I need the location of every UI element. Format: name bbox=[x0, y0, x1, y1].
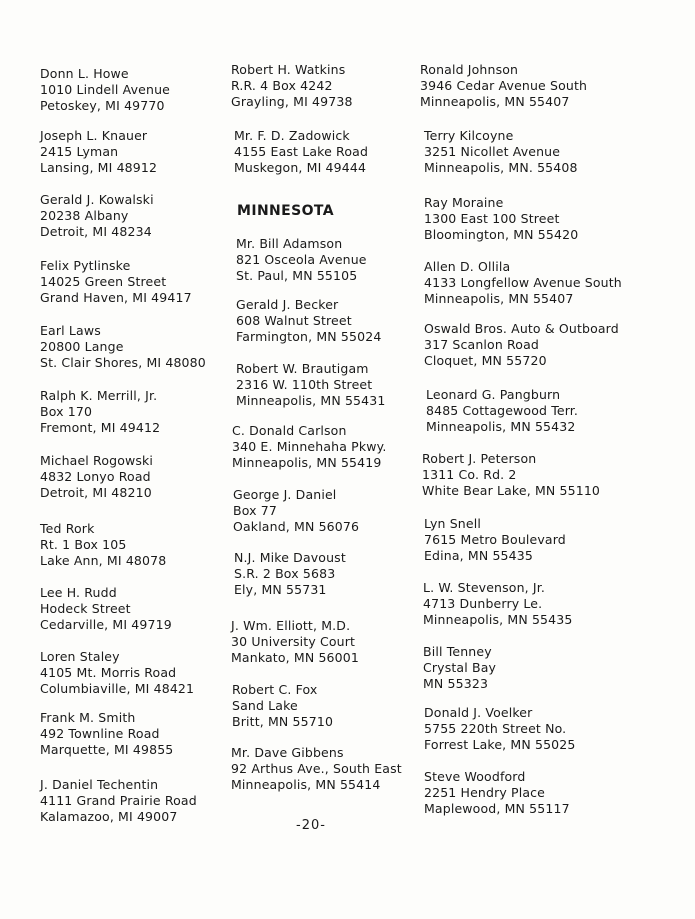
entry-city: Lansing, MI 48912 bbox=[40, 160, 158, 175]
entry-name: Michael Rogowski bbox=[40, 453, 154, 468]
entry-name: Earl Laws bbox=[40, 323, 101, 338]
list-item bbox=[424, 195, 578, 243]
entry-address: Sand Lake bbox=[232, 698, 298, 713]
entry-address: 821 Osceola Avenue bbox=[236, 252, 367, 267]
entry-city: Minneapolis, MN 55414 bbox=[231, 777, 381, 792]
entry-name: Gerald J. Becker bbox=[236, 297, 339, 312]
entry-address: Box 77 bbox=[233, 503, 278, 518]
entry-city: Minneapolis, MN 55435 bbox=[423, 612, 573, 627]
list-item bbox=[40, 585, 172, 633]
entry-city: Columbiaville, MI 48421 bbox=[40, 681, 195, 696]
entry-address: Hodeck Street bbox=[40, 601, 131, 616]
list-item bbox=[40, 192, 154, 240]
list-item bbox=[424, 321, 619, 369]
entry-city: Minneapolis, MN 55419 bbox=[232, 455, 382, 470]
entry-name: Lee H. Rudd bbox=[40, 585, 117, 600]
list-item bbox=[234, 550, 346, 598]
list-item bbox=[426, 387, 578, 435]
list-item bbox=[424, 705, 575, 753]
entry-name: Terry Kilcoyne bbox=[424, 128, 514, 143]
entry-name: Robert H. Watkins bbox=[231, 62, 346, 77]
entry-city: Maplewood, MN 55117 bbox=[424, 801, 570, 816]
list-item bbox=[40, 388, 160, 436]
entry-city: Minneapolis, MN 55431 bbox=[236, 393, 386, 408]
list-item bbox=[40, 66, 170, 114]
entry-name: Joseph L. Knauer bbox=[40, 128, 148, 143]
list-item bbox=[424, 769, 570, 817]
entry-address: 2251 Hendry Place bbox=[424, 785, 546, 800]
entry-address: 608 Walnut Street bbox=[236, 313, 352, 328]
entry-name: J. Wm. Elliott, M.D. bbox=[231, 618, 351, 633]
entry-address: 3251 Nicollet Avenue bbox=[424, 144, 561, 159]
list-item bbox=[236, 236, 367, 284]
entry-city: Forrest Lake, MN 55025 bbox=[424, 737, 576, 752]
list-item bbox=[423, 644, 496, 692]
list-item bbox=[424, 259, 622, 307]
entry-city: Minneapolis, MN 55407 bbox=[420, 94, 570, 109]
entry-address: 4155 East Lake Road bbox=[234, 144, 369, 159]
entry-address: 317 Scanlon Road bbox=[424, 337, 540, 352]
list-item bbox=[40, 128, 157, 176]
entry-address: Rt. 1 Box 105 bbox=[40, 537, 127, 552]
entry-name: Bill Tenney bbox=[423, 644, 492, 659]
list-item bbox=[233, 487, 359, 535]
entry-city: White Bear Lake, MN 55110 bbox=[422, 483, 601, 498]
entry-city: St. Paul, MN 55105 bbox=[236, 268, 358, 283]
entry-address: 30 University Court bbox=[231, 634, 356, 649]
list-item bbox=[234, 128, 368, 176]
list-item bbox=[232, 423, 387, 471]
entry-address: 20800 Lange bbox=[40, 339, 124, 354]
entry-name: Oswald Bros. Auto & Outboard bbox=[424, 321, 619, 336]
entry-address: 14025 Green Street bbox=[40, 274, 167, 289]
entry-address: 492 Townline Road bbox=[40, 726, 160, 741]
entry-address: 340 E. Minnehaha Pkwy. bbox=[232, 439, 387, 454]
entry-city: Detroit, MI 48234 bbox=[40, 224, 152, 239]
entry-name: Robert C. Fox bbox=[232, 682, 318, 697]
entry-address: S.R. 2 Box 5683 bbox=[234, 566, 336, 581]
list-item bbox=[40, 649, 194, 697]
list-item bbox=[236, 361, 385, 409]
entry-city: Lake Ann, MI 48078 bbox=[40, 553, 167, 568]
list-item bbox=[232, 682, 333, 730]
list-item bbox=[231, 745, 402, 793]
list-item bbox=[424, 128, 578, 176]
entry-city: Cloquet, MN 55720 bbox=[424, 353, 547, 368]
entry-address: 4832 Lonyo Road bbox=[40, 469, 151, 484]
list-item bbox=[40, 777, 197, 825]
entry-city: Mankato, MN 56001 bbox=[231, 650, 359, 665]
entry-address: 5755 220th Street No. bbox=[424, 721, 567, 736]
entry-city: Cedarville, MI 49719 bbox=[40, 617, 172, 632]
entry-address: Crystal Bay bbox=[423, 660, 497, 675]
entry-city: Muskegon, MI 49444 bbox=[234, 160, 367, 175]
entry-address: 4111 Grand Prairie Road bbox=[40, 793, 197, 808]
entry-city: Kalamazoo, MI 49007 bbox=[40, 809, 178, 824]
list-item bbox=[231, 62, 353, 110]
entry-city: Edina, MN 55435 bbox=[424, 548, 533, 563]
entry-city: Minneapolis, MN. 55408 bbox=[424, 160, 578, 175]
entry-city: MN 55323 bbox=[423, 676, 489, 691]
entry-address: 20238 Albany bbox=[40, 208, 129, 223]
entry-name: Leonard G. Pangburn bbox=[426, 387, 561, 402]
entry-address: 2415 Lyman bbox=[40, 144, 119, 159]
entry-city: St. Clair Shores, MI 48080 bbox=[40, 355, 206, 370]
entry-address: 4713 Dunberry Le. bbox=[423, 596, 543, 611]
entry-city: Bloomington, MN 55420 bbox=[424, 227, 579, 242]
entry-city: Farmington, MN 55024 bbox=[236, 329, 382, 344]
entry-name: Mr. Dave Gibbens bbox=[231, 745, 344, 760]
entry-name: Loren Staley bbox=[40, 649, 120, 664]
list-item bbox=[40, 710, 173, 758]
list-item bbox=[40, 453, 153, 501]
entry-address: 1311 Co. Rd. 2 bbox=[422, 467, 517, 482]
entry-city: Grayling, MI 49738 bbox=[231, 94, 353, 109]
state-heading: MINNESOTA bbox=[237, 203, 335, 219]
list-item bbox=[40, 521, 166, 569]
entry-address: 3946 Cedar Avenue South bbox=[420, 78, 588, 93]
entry-name: Felix Pytlinske bbox=[40, 258, 131, 273]
entry-name: Mr. F. D. Zadowick bbox=[234, 128, 350, 143]
list-item bbox=[424, 516, 566, 564]
entry-city: Ely, MN 55731 bbox=[234, 582, 327, 597]
entry-address: 92 Arthus Ave., South East bbox=[231, 761, 402, 776]
entry-name: Steve Woodford bbox=[424, 769, 526, 784]
entry-address: 4105 Mt. Morris Road bbox=[40, 665, 177, 680]
entry-name: Frank M. Smith bbox=[40, 710, 136, 725]
entry-name: Gerald J. Kowalski bbox=[40, 192, 154, 207]
list-item bbox=[420, 62, 587, 110]
entry-name: Ronald Johnson bbox=[420, 62, 519, 77]
entry-name: Donn L. Howe bbox=[40, 66, 129, 81]
entry-name: Donald J. Voelker bbox=[424, 705, 533, 720]
list-item bbox=[423, 580, 572, 628]
entry-name: Robert J. Peterson bbox=[422, 451, 537, 466]
entry-name: Lyn Snell bbox=[424, 516, 481, 531]
entry-name: Mr. Bill Adamson bbox=[236, 236, 343, 251]
entry-name: N.J. Mike Davoust bbox=[234, 550, 346, 565]
entry-name: George J. Daniel bbox=[233, 487, 337, 502]
entry-city: Detroit, MI 48210 bbox=[40, 485, 152, 500]
entry-address: Box 170 bbox=[40, 404, 93, 419]
entry-address: 7615 Metro Boulevard bbox=[424, 532, 566, 547]
entry-address: 2316 W. 110th Street bbox=[236, 377, 373, 392]
entry-name: J. Daniel Techentin bbox=[40, 777, 159, 792]
entry-name: Ray Moraine bbox=[424, 195, 504, 210]
entry-city: Britt, MN 55710 bbox=[232, 714, 334, 729]
entry-name: Robert W. Brautigam bbox=[236, 361, 369, 376]
entry-city: Fremont, MI 49412 bbox=[40, 420, 161, 435]
entry-city: Grand Haven, MI 49417 bbox=[40, 290, 192, 305]
list-item bbox=[422, 451, 600, 499]
list-item bbox=[40, 323, 206, 371]
entry-name: Allen D. Ollila bbox=[424, 259, 511, 274]
entry-city: Marquette, MI 49855 bbox=[40, 742, 174, 757]
entry-city: Minneapolis, MN 55432 bbox=[426, 419, 576, 434]
list-item bbox=[40, 258, 192, 306]
entry-city: Minneapolis, MN 55407 bbox=[424, 291, 574, 306]
entry-name: Ralph K. Merrill, Jr. bbox=[40, 388, 158, 403]
entry-address: 1010 Lindell Avenue bbox=[40, 82, 170, 97]
entry-name: L. W. Stevenson, Jr. bbox=[423, 580, 546, 595]
entry-address: 4133 Longfellow Avenue South bbox=[424, 275, 622, 290]
entry-address: 1300 East 100 Street bbox=[424, 211, 560, 226]
page-number: -20- bbox=[296, 818, 326, 833]
entry-name: C. Donald Carlson bbox=[232, 423, 347, 438]
entry-address: R.R. 4 Box 4242 bbox=[231, 78, 333, 93]
entry-name: Ted Rork bbox=[40, 521, 95, 536]
list-item bbox=[231, 618, 359, 666]
entry-city: Petoskey, MI 49770 bbox=[40, 98, 165, 113]
entry-address: 8485 Cottagewood Terr. bbox=[426, 403, 579, 418]
list-item bbox=[236, 297, 381, 345]
entry-city: Oakland, MN 56076 bbox=[233, 519, 360, 534]
